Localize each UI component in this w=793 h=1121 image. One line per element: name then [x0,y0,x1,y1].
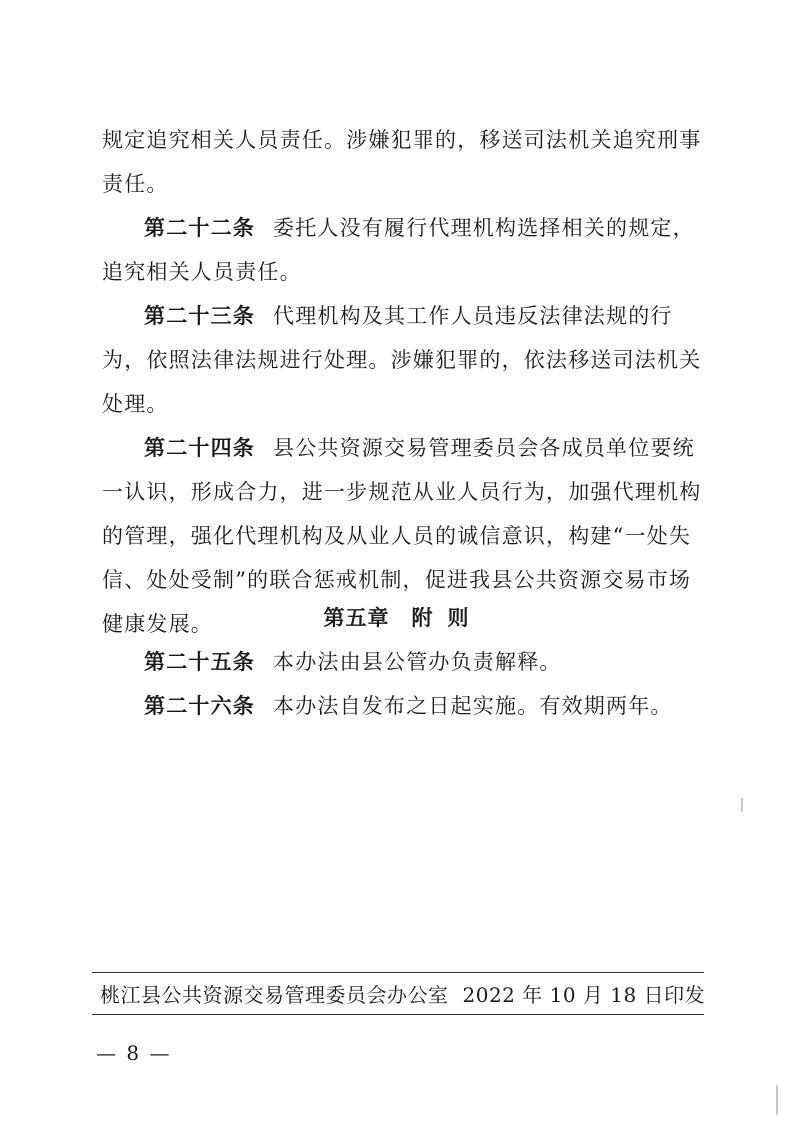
article-25 [102,640,702,684]
chapter-heading [0,598,793,638]
footer-bottom-rule [92,1014,704,1015]
article-26 [102,684,702,728]
issuing-footer [92,978,704,1012]
issue-date: 2022 年 10 月 18 日印发 [462,983,706,1007]
article-number: 第二十三条 [144,303,255,328]
article-22 [102,206,702,294]
chapter-number: 第五章 [323,605,390,630]
body-text [102,118,702,646]
article-text: 本办法自发布之日起实施。有效期两年。 [273,694,673,718]
chapter-title-part2: 则 [447,605,470,630]
article-text: 代理机构及其工作人员违反法律法规的行为，依照法律法规进行处理。涉嫌犯罪的，依法移送司法机关处理。 [102,304,702,416]
article-text: 县公共资源交易管理委员会各成员单位要统一认识，形成合力，进一步规范从业人员行为，加强代理机构的管理，强化代理机构及从业人员的诚信意识，构建“一处失信、处处受制”的联合惩戒机制，促进我县公共资源交易市场健康发展。 [102,436,702,636]
paragraph-text: 规定追究相关人员责任。涉嫌犯罪的，移送司法机关追究刑事责任。 [102,128,702,196]
chapter-title-part1: 附 [411,605,434,630]
article-23 [102,294,702,426]
article-text: 本办法由县公管办负责解释。 [273,650,562,674]
closing-articles [102,640,702,728]
article-number: 第二十五条 [144,649,255,674]
article-number: 第二十六条 [144,693,255,718]
article-number: 第二十二条 [144,215,255,240]
article-text: 委托人没有履行代理机构选择相关的规定，追究相关人员责任。 [102,216,695,284]
page-number: — 8 — [96,1041,172,1065]
paragraph-continued [102,118,702,206]
article-number: 第二十四条 [144,435,255,460]
scan-speck [741,798,743,812]
issuing-organization: 桃江县公共资源交易管理委员会办公室 [100,983,449,1007]
footer-top-rule [92,972,704,973]
scan-speck [776,1085,778,1115]
